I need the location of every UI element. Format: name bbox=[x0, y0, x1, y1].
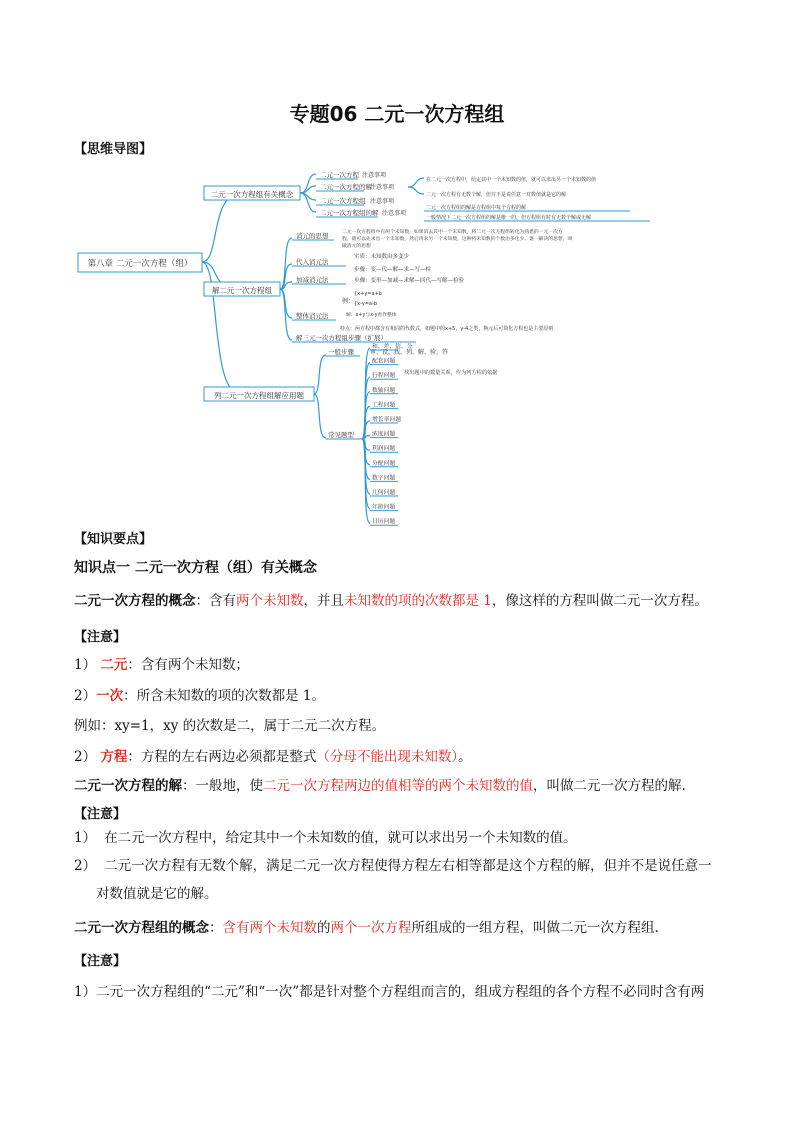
note-1: 1） 二元：含有两个未知数； bbox=[74, 657, 249, 673]
system-note-1: 1）二元一次方程组的“二元”和“一次”都是针对整个方程组而言的，组成方程组的各个方程不必同时含有两 bbox=[74, 984, 705, 1000]
solution-note-1: 1） 在二元一次方程中，给定其中一个未知数的值，就可以求出另一个未知数的值。 bbox=[74, 830, 577, 846]
concept-note-1: 在二元一次方程中，给定其中一个未知数的值，就可以求出另一个未知数的值 bbox=[426, 177, 597, 183]
method-three-var: 解三元一次方程组步骤（扩展） bbox=[296, 334, 387, 342]
branch-concepts-label: 二元一次方程组有关概念 bbox=[210, 190, 294, 199]
substitution-note-2: 步骤：变—代—解—求—写—检 bbox=[354, 267, 432, 273]
highlight-two-unknowns: 两个未知数 bbox=[236, 593, 304, 609]
concept-system: 二元一次方程组 bbox=[320, 197, 366, 205]
method-whole: 整体消元法 bbox=[296, 312, 329, 320]
concept-note-3: 二元一次方程组的解是方程组中每个方程的解 bbox=[426, 205, 527, 211]
branch-application-label: 列二元一次方程组解应用题 bbox=[214, 391, 304, 400]
highlight-degree-one: 未知数的项的次数都是 1 bbox=[344, 593, 492, 609]
problem-type-item: 日历问题 bbox=[372, 519, 396, 526]
note-4: 2） 方程：方程的左右两边必须都是整式（分母不能出现未知数）。 bbox=[74, 749, 472, 765]
note-heading-3: 【注意】 bbox=[74, 954, 127, 969]
concept-note-2: 二元一次方程有无数个解，但并不是说任意一对数值就是它的解 bbox=[426, 192, 567, 198]
problem-type-item: 几何问题 bbox=[372, 490, 396, 496]
concept-solution-note: 注意事项 bbox=[370, 184, 395, 191]
whole-feature: 特点：两方程中都含有相同的代数式，如题中的x+5，y-4之类，换元后可简化方程也是主要原则 bbox=[340, 326, 554, 332]
solution-note-2-cont: 对数值就是它的解。 bbox=[96, 886, 218, 902]
general-steps: 一般步骤 bbox=[328, 348, 354, 356]
whole-example-label: 例： bbox=[342, 298, 355, 305]
def-system-label: 二元一次方程组的概念 bbox=[74, 920, 209, 936]
concept-system-note: 注意事项 bbox=[370, 198, 395, 205]
def-equation-label: 二元一次方程的概念 bbox=[74, 593, 196, 609]
concept-solution: 二元一次方程的解 bbox=[320, 183, 372, 191]
problem-type-item: 配套问题 bbox=[372, 358, 396, 365]
problem-type-item: 和、差、倍、分 bbox=[372, 344, 413, 350]
whole-eq-2: {x-y=a-b bbox=[354, 301, 378, 307]
problem-type-item: 数轴问题 bbox=[372, 387, 396, 394]
problem-type-item: 利润问题 bbox=[372, 446, 396, 453]
whole-eq-1: {x+y=a+b bbox=[354, 291, 382, 297]
edge-b1 bbox=[202, 194, 240, 262]
highlight-two-equations: 两个一次方程 bbox=[330, 920, 412, 936]
general-steps-text: 审、设、找、列、解、验、答 bbox=[370, 349, 449, 356]
concept-system-solution: 二元一次方程组的解 bbox=[320, 209, 379, 217]
highlight-solution: 二元一次方程两边的值相等的两个未知数的值 bbox=[263, 778, 533, 794]
method-substitution: 代入消元法 bbox=[296, 258, 329, 266]
problem-type-item: 分配问题 bbox=[372, 460, 396, 467]
def-solution: 二元一次方程的解：一般地，使二元一次方程两边的值相等的两个未知数的值，叫做二元一次方程的解. bbox=[74, 778, 686, 794]
page-title: 专题06 二元一次方程组 bbox=[289, 102, 505, 126]
method-idea-text: 二元一次方程组中有两个未知数，如果消去其中一个未知数，将二元一次方程组转化为熟悉的一元一次方 程，就可以先求出一个未知数，然后再求另一个未知数，这种将未知数的个数由多化少、逐一解决的思想，叫 做消元的思想 bbox=[342, 230, 573, 249]
def-solution-label: 二元一次方程的解 bbox=[74, 778, 182, 794]
note-heading-1: 【注意】 bbox=[74, 630, 127, 645]
problem-type-item: 数字问题 bbox=[372, 475, 396, 482]
concept-note-4: 一般情况下二元一次方程组的解是唯一的，但方程组有时有无数个解或无解 bbox=[426, 215, 592, 221]
elimination-note: 步骤：变形—加减—求解—回代—写解—检验 bbox=[354, 278, 465, 284]
problem-type-item: 浓度问题 bbox=[372, 431, 396, 438]
mind-map bbox=[70, 150, 730, 526]
solution-note-2: 2） 二元一次方程有无数个解，满足二元一次方程使得方程左右相等都是这个方程的解，但并不是说任意一 bbox=[74, 858, 712, 874]
substitution-note-1: 实质：未知数由多变少 bbox=[354, 254, 410, 260]
note-heading-2: 【注意】 bbox=[74, 807, 127, 822]
application-note: 找出题中的数量关系，作为列方程的依据 bbox=[404, 370, 498, 376]
concept-equation: 二元一次方程 bbox=[320, 171, 359, 179]
mindmap-heading: 【思维导图】 bbox=[74, 142, 153, 157]
method-elimination: 加减消元法 bbox=[296, 276, 329, 284]
kp1-title: 知识点一 二元一次方程（组）有关概念 bbox=[74, 560, 317, 576]
common-types: 常见题型 bbox=[328, 431, 354, 439]
problem-type-item: 行程问题 bbox=[372, 373, 396, 380]
highlight-two-unknowns-2: 含有两个未知数 bbox=[222, 920, 317, 936]
method-idea: 消元的思想 bbox=[296, 232, 329, 240]
problem-type-item: 年龄问题 bbox=[372, 504, 396, 511]
def-equation: 二元一次方程的概念：含有两个未知数，并且未知数的项的次数都是 1，像这样的方程叫做二元一次方程。 bbox=[74, 593, 708, 609]
note-2: 2）一次：所含未知数的项的次数都是 1。 bbox=[74, 688, 325, 704]
problem-type-item: 增长率问题 bbox=[372, 417, 401, 423]
whole-eq-note: 解：x+y与x-y看作整体 bbox=[346, 313, 397, 318]
mindmap-root-label: 第八章 二元一次方程（组） bbox=[87, 259, 193, 269]
concept-equation-note: 注意事项 bbox=[362, 172, 387, 179]
problem-type-item: 工程问题 bbox=[372, 402, 396, 409]
problem-type-edge bbox=[362, 406, 370, 439]
note-3-example: 例如：xy=1，xy 的次数是二，属于二元二次方程。 bbox=[74, 718, 386, 734]
kp-heading: 【知识要点】 bbox=[74, 532, 153, 547]
branch-solve-label: 解二元一次方程组 bbox=[212, 286, 272, 295]
def-system: 二元一次方程组的概念：含有两个未知数的两个一次方程所组成的一组方程，叫做二元一次方程组. bbox=[74, 920, 659, 936]
concept-system-solution-note: 注意事项 bbox=[382, 210, 407, 217]
